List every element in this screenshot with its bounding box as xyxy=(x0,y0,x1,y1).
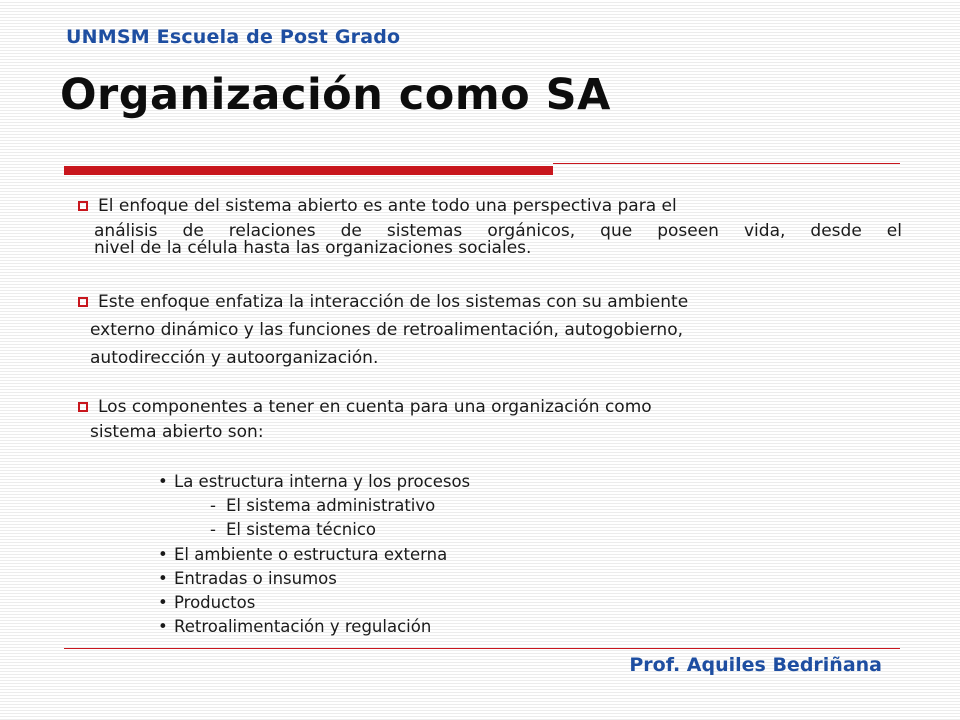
title-underline-thick xyxy=(64,166,553,175)
hollow-square-icon xyxy=(78,201,88,211)
bullet-marker: • xyxy=(158,544,168,564)
list-item xyxy=(158,591,470,615)
paragraph-line xyxy=(78,346,688,371)
dash-marker: - xyxy=(210,520,216,540)
bullet-marker: • xyxy=(158,617,168,637)
paragraph-text: autodirección y autoorganización. xyxy=(90,348,379,368)
paragraph-text: análisis de relaciones de sistemas orgánicos, que poseen vida, desde el xyxy=(94,221,902,241)
list-item-text: Productos xyxy=(174,593,256,613)
list-subitem xyxy=(158,518,470,542)
dash-marker: - xyxy=(210,496,216,516)
list-item-text: El ambiente o estructura externa xyxy=(174,544,448,564)
footer-author: Prof. Aquiles Bedriñana xyxy=(629,654,882,676)
slide-title: Organización como SA xyxy=(60,70,611,120)
paragraph-text: El enfoque del sistema abierto es ante todo una perspectiva para el xyxy=(98,196,677,216)
list-item-text: El sistema administrativo xyxy=(226,496,436,516)
paragraph-open-system xyxy=(78,194,902,261)
paragraph-text: Este enfoque enfatiza la interacción de los sistemas con su ambiente xyxy=(98,292,689,312)
footer-divider xyxy=(64,648,900,649)
list-item xyxy=(158,615,470,639)
list-item xyxy=(158,567,470,591)
list-item xyxy=(158,470,470,494)
title-underline-thin xyxy=(553,163,900,164)
bullet-marker: • xyxy=(158,593,168,613)
list-item-text: La estructura interna y los procesos xyxy=(174,472,471,491)
header-organization: UNMSM Escuela de Post Grado xyxy=(66,26,401,48)
paragraph-text: sistema abierto son: xyxy=(90,422,264,442)
components-list xyxy=(158,470,470,639)
paragraph-text: nivel de la célula hasta las organizaciones sociales. xyxy=(94,238,532,258)
list-item xyxy=(158,543,470,567)
paragraph-line xyxy=(78,290,688,315)
list-item-text: Retroalimentación y regulación xyxy=(174,617,432,637)
hollow-square-icon xyxy=(78,402,88,412)
bullet-marker: • xyxy=(158,472,168,491)
paragraph-line xyxy=(78,318,688,343)
list-item-text: El sistema técnico xyxy=(226,520,376,540)
hollow-square-icon xyxy=(78,297,88,307)
paragraph-line xyxy=(78,194,902,219)
paragraph-text: externo dinámico y las funciones de retroalimentación, autogobierno, xyxy=(90,320,684,340)
paragraph-text: Los componentes a tener en cuenta para una organización como xyxy=(98,397,652,417)
list-subitem xyxy=(158,494,470,518)
paragraph-line xyxy=(78,420,652,445)
paragraph-interaction xyxy=(78,290,688,371)
paragraph-line xyxy=(78,395,652,420)
bullet-marker: • xyxy=(158,568,168,588)
paragraph-components xyxy=(78,395,652,445)
list-item-text: Entradas o insumos xyxy=(174,568,337,588)
